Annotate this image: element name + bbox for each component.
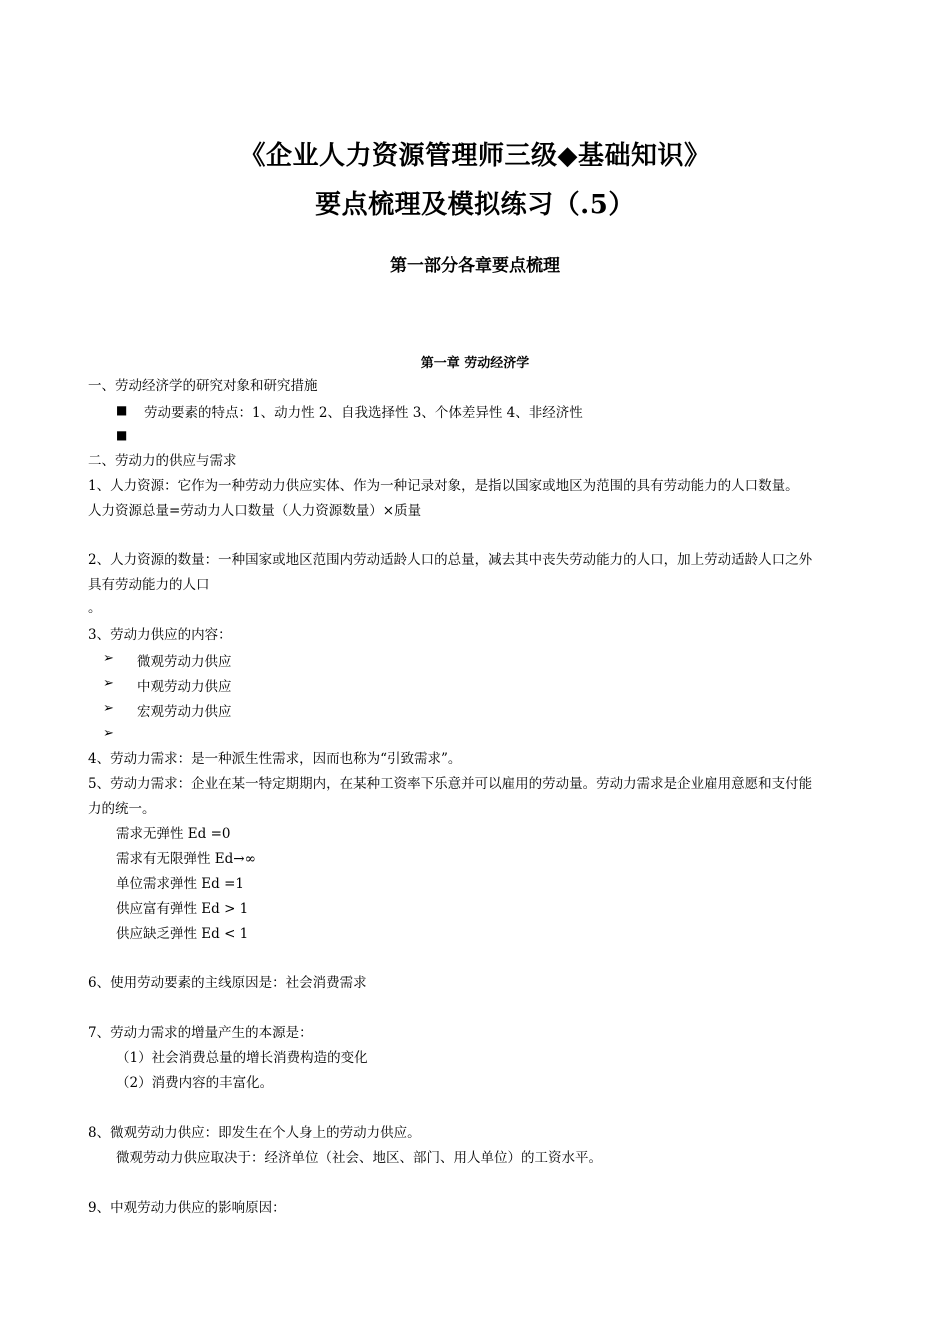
document-title-line2: 要点梳理及模拟练习（.5） [315, 190, 635, 220]
paragraph: （2）消费内容的丰富化。 [116, 1075, 274, 1091]
paragraph: 2、人力资源的数量：一种国家或地区范围内劳动适龄人口的总量，减去其中丧失劳动能力的人口，加上劳动适龄人口之外 [88, 552, 813, 568]
paragraph: 3、劳动力供应的内容： [88, 627, 232, 643]
paragraph: 力的统一。 [88, 801, 156, 817]
list-item: 微观劳动力供应 [137, 654, 232, 670]
square-bullet-icon: ■ [116, 428, 128, 442]
arrow-bullet-icon: ➢ [103, 726, 114, 741]
paragraph: 微观劳动力供应取决于：经济单位（社会、地区、部门、用人单位）的工资水平。 [116, 1150, 602, 1166]
section-heading-2: 二、劳动力的供应与需求 [88, 453, 237, 469]
paragraph: 9、中观劳动力供应的影响原因： [88, 1200, 286, 1216]
elasticity-line: 需求有无限弹性 Ed→∞ [116, 851, 256, 867]
paragraph: 8、微观劳动力供应：即发生在个人身上的劳动力供应。 [88, 1125, 421, 1141]
part-heading: 第一部分各章要点梳理 [390, 256, 560, 276]
paragraph: 5、劳动力需求：企业在某一特定期期内，在某种工资率下乐意并可以雇用的劳动量。劳动力需求是企业雇用意愿和支付能 [88, 776, 813, 792]
list-item: 宏观劳动力供应 [137, 704, 232, 720]
elasticity-line: 供应缺乏弹性 Ed < 1 [116, 926, 249, 942]
elasticity-line: 供应富有弹性 Ed > 1 [116, 901, 249, 917]
paragraph: 具有劳动能力的人口 [88, 577, 210, 593]
paragraph: 6、使用劳动要素的主线原因是：社会消费需求 [88, 975, 367, 991]
list-item: 中观劳动力供应 [137, 679, 232, 695]
paragraph: （1）社会消费总量的增长消费构造的变化 [116, 1050, 368, 1066]
elasticity-line: 单位需求弹性 Ed =1 [116, 876, 244, 892]
chapter-heading: 第一章 劳动经济学 [420, 356, 530, 371]
square-bullet-icon: ■ [116, 403, 128, 417]
arrow-bullet-icon: ➢ [103, 651, 114, 666]
document-title-line1: 《企业人力资源管理师三级◆基础知识》 [239, 141, 711, 171]
arrow-bullet-icon: ➢ [103, 701, 114, 716]
section-heading-1: 一、劳动经济学的研究对象和研究措施 [88, 378, 318, 394]
arrow-bullet-icon: ➢ [103, 676, 114, 691]
elasticity-line: 需求无弹性 Ed =0 [116, 826, 231, 842]
paragraph: 4、劳动力需求：是一种派生性需求，因而也称为“引致需求”。 [88, 751, 462, 767]
paragraph: 人力资源总量=劳动力人口数量（人力资源数量）×质量 [88, 503, 422, 519]
paragraph: 7、劳动力需求的增量产生的本源是： [88, 1025, 313, 1041]
bullet-item: 劳动要素的特点：1、动力性 2、自我选择性 3、个体差异性 4、非经济性 [144, 405, 583, 421]
paragraph: 1、人力资源：它作为一种劳动力供应实体、作为一种记录对象，是指以国家或地区为范围的具有劳动能力的人口数量。 [88, 478, 799, 494]
paragraph: 。 [88, 600, 102, 616]
